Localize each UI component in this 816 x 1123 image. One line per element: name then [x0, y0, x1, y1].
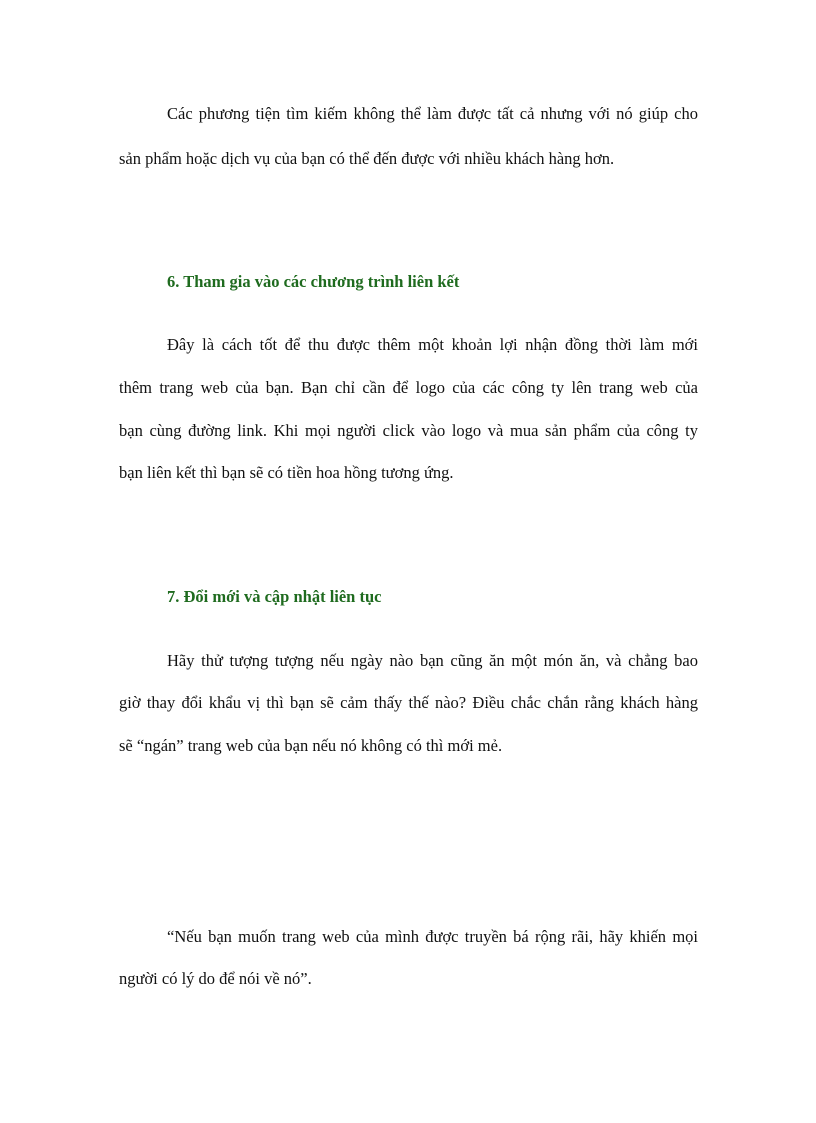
quote-line-2: người có lý do để nói về nó”. [119, 969, 312, 988]
section-7-heading: 7. Đổi mới và cập nhật liên tục [167, 587, 382, 606]
section-7-paragraph-line-3: sẽ “ngán” trang web của bạn nếu nó không có thì mới mẻ. [119, 736, 503, 755]
section-6-paragraph-line-1: Đây là cách tốt để thu được thêm một khoản lợi nhận đồng thời làm mới [167, 335, 698, 354]
section-7-paragraph-line-2: giờ thay đổi khẩu vị thì bạn sẽ cảm thấy thế nào? Điều chắc chắn rằng khách hàng [119, 693, 698, 712]
section-6-paragraph-line-4: bạn liên kết thì bạn sẽ có tiền hoa hồng tương ứng. [119, 463, 454, 482]
section-6-paragraph-line-2: thêm trang web của bạn. Bạn chỉ cần để logo của các công ty lên trang web của [119, 378, 698, 397]
section-6-heading: 6. Tham gia vào các chương trình liên kết [167, 272, 460, 291]
section-6-paragraph-line-3: bạn cùng đường link. Khi mọi người click vào logo và mua sản phẩm của công ty [119, 421, 698, 440]
intro-paragraph-line-1: Các phương tiện tìm kiếm không thể làm được tất cả nhưng với nó giúp cho [167, 104, 698, 123]
section-7-paragraph-line-1: Hãy thử tượng tượng nếu ngày nào bạn cũng ăn một món ăn, và chẳng bao [167, 651, 698, 670]
intro-paragraph-line-2: sản phẩm hoặc dịch vụ của bạn có thể đến được với nhiều khách hàng hơn. [119, 149, 615, 168]
quote-line-1: “Nếu bạn muốn trang web của mình được truyền bá rộng rãi, hãy khiến mọi [167, 927, 698, 946]
